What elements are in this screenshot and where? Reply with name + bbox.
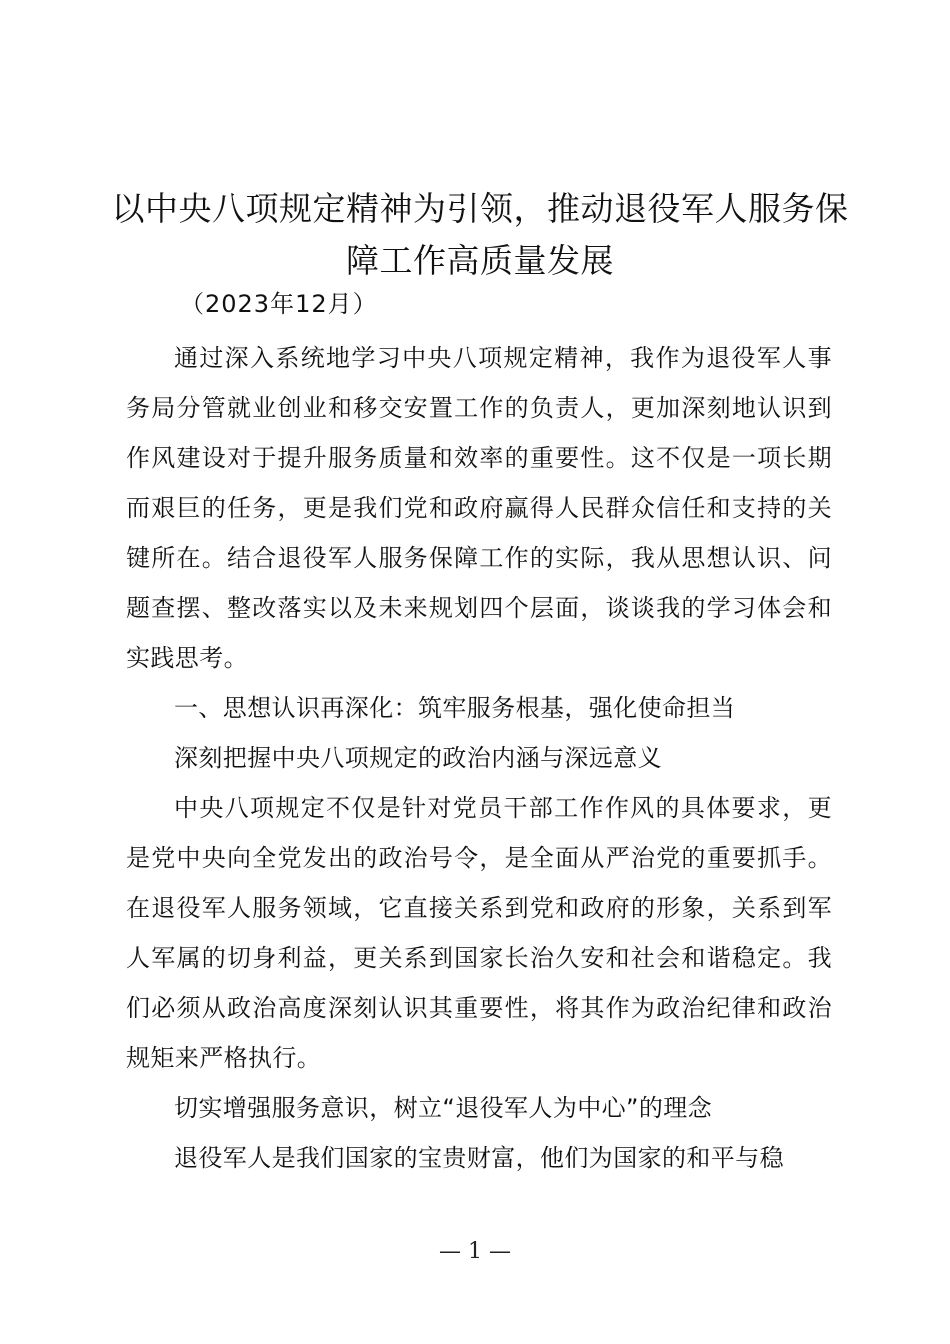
- page-number: — 1 —: [439, 1239, 511, 1264]
- subsection-heading-1: 深刻把握中央八项规定的政治内涵与深远意义: [174, 744, 662, 772]
- subsection-heading-2: 切实增强服务意识，树立“退役军人为中心”的理念: [174, 1094, 713, 1122]
- document-body: [126, 333, 832, 1183]
- document-date: （2023年12月）: [180, 290, 378, 318]
- document-title: 以中央八项规定精神为引领，推动退役军人服务保障工作高质量发展: [111, 189, 849, 280]
- section-heading-1: 一、思想认识再深化：筑牢服务根基，强化使命担当: [174, 694, 736, 722]
- paragraph-intro: 通过深入系统地学习中央八项规定精神，我作为退役军人事务局分管就业创业和移交安置工作的负责人，更加深刻地认识到作风建设对于提升服务质量和效率的重要性。这不仅是一项长期而艰巨的任务，更是我们党和政府赢得人民群众信任和支持的关键所在。结合退役军人服务保障工作的实际，我从思想认识、问题查摆、整改落实以及未来规划四个层面，谈谈我的学习体会和实践思考。: [126, 344, 832, 672]
- paragraph-political-meaning: 中央八项规定不仅是针对党员干部工作作风的具体要求，更是党中央向全党发出的政治号令，是全面从严治党的重要抓手。在退役军人服务领域，它直接关系到党和政府的形象，关系到军人军属的切身利益，更关系到国家长治久安和社会和谐稳定。我们必须从政治高度深刻认识其重要性，将其作为政治纪律和政治规矩来严格执行。: [126, 794, 832, 1072]
- paragraph-veterans: 退役军人是我们国家的宝贵财富，他们为国家的和平与稳: [174, 1144, 784, 1172]
